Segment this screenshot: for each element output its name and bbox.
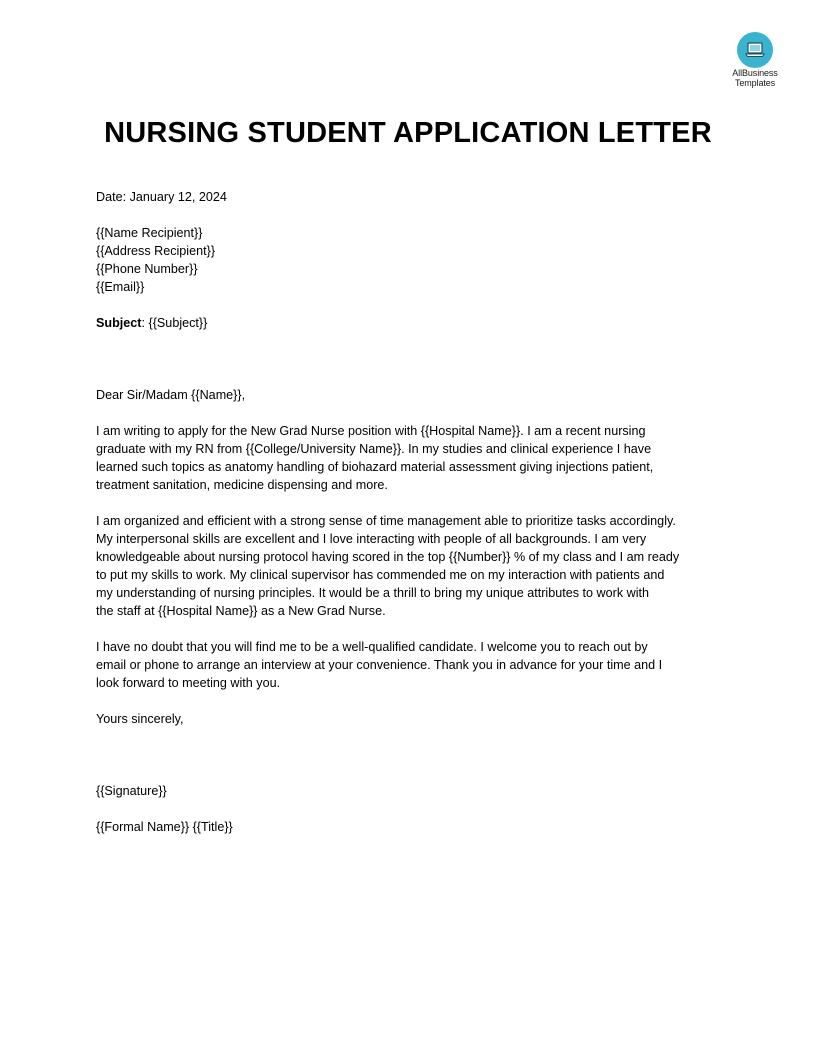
paragraph-line: the staff at {{Hospital Name}} as a New Grad Nurse.: [96, 604, 386, 618]
paragraph-line: email or phone to arrange an interview at your convenience. Thank you in advance for your time and I: [96, 658, 663, 672]
recipient-block: [96, 224, 724, 296]
recipient-phone: {{Phone Number}}: [96, 262, 198, 276]
subject-label: Subject: [96, 316, 142, 330]
paragraph-line: learned such topics as anatomy handling of biohazard material assessment giving injections patient,: [96, 460, 654, 474]
logo-badge: [737, 32, 773, 68]
subject-value: : {{Subject}}: [141, 316, 208, 330]
paragraph-1: [96, 422, 724, 494]
document-title: NURSING STUDENT APPLICATION LETTER: [104, 117, 712, 149]
subject-line: [96, 314, 724, 332]
letter-body: [96, 188, 724, 836]
formal-name-title: {{Formal Name}} {{Title}}: [96, 820, 233, 834]
paragraph-line: my understanding of nursing principles. It would be a thrill to bring my unique attributes to work with: [96, 586, 650, 600]
paragraph-2: [96, 512, 724, 620]
paragraph-line: treatment sanitation, medicine dispensing and more.: [96, 478, 388, 492]
paragraph-line: graduate with my RN from {{College/University Name}}. In my studies and clinical experience I have: [96, 442, 652, 456]
signature-placeholder: {{Signature}}: [96, 784, 167, 798]
paragraph-line: I have no doubt that you will find me to be a well-qualified candidate. I welcome you to reach out by: [96, 640, 648, 654]
recipient-address: {{Address Recipient}}: [96, 244, 216, 258]
logo-text-line2: Templates: [734, 78, 776, 88]
paragraph-line: look forward to meeting with you.: [96, 676, 281, 690]
logo-text-line1: AllBusiness: [732, 68, 778, 78]
recipient-name: {{Name Recipient}}: [96, 226, 203, 240]
paragraph-line: My interpersonal skills are excellent and I love interacting with people of all backgrounds. I am very: [96, 532, 647, 546]
allbusiness-templates-logo[interactable]: [722, 32, 788, 88]
date-line: Date: January 12, 2024: [96, 190, 227, 204]
salutation: Dear Sir/Madam {{Name}},: [96, 388, 246, 402]
paragraph-line: knowledgeable about nursing protocol having scored in the top {{Number}} % of my class and I am ready: [96, 550, 680, 564]
closing: Yours sincerely,: [96, 712, 184, 726]
recipient-email: {{Email}}: [96, 280, 145, 294]
paragraph-3: [96, 638, 724, 692]
paragraph-line: I am writing to apply for the New Grad Nurse position with {{Hospital Name}}. I am a recent nursing: [96, 424, 646, 438]
paragraph-line: to put my skills to work. My clinical supervisor has commended me on my interaction with patients and: [96, 568, 665, 582]
laptop-icon: [745, 42, 765, 58]
paragraph-line: I am organized and efficient with a strong sense of time management able to prioritize tasks accordingly.: [96, 514, 676, 528]
